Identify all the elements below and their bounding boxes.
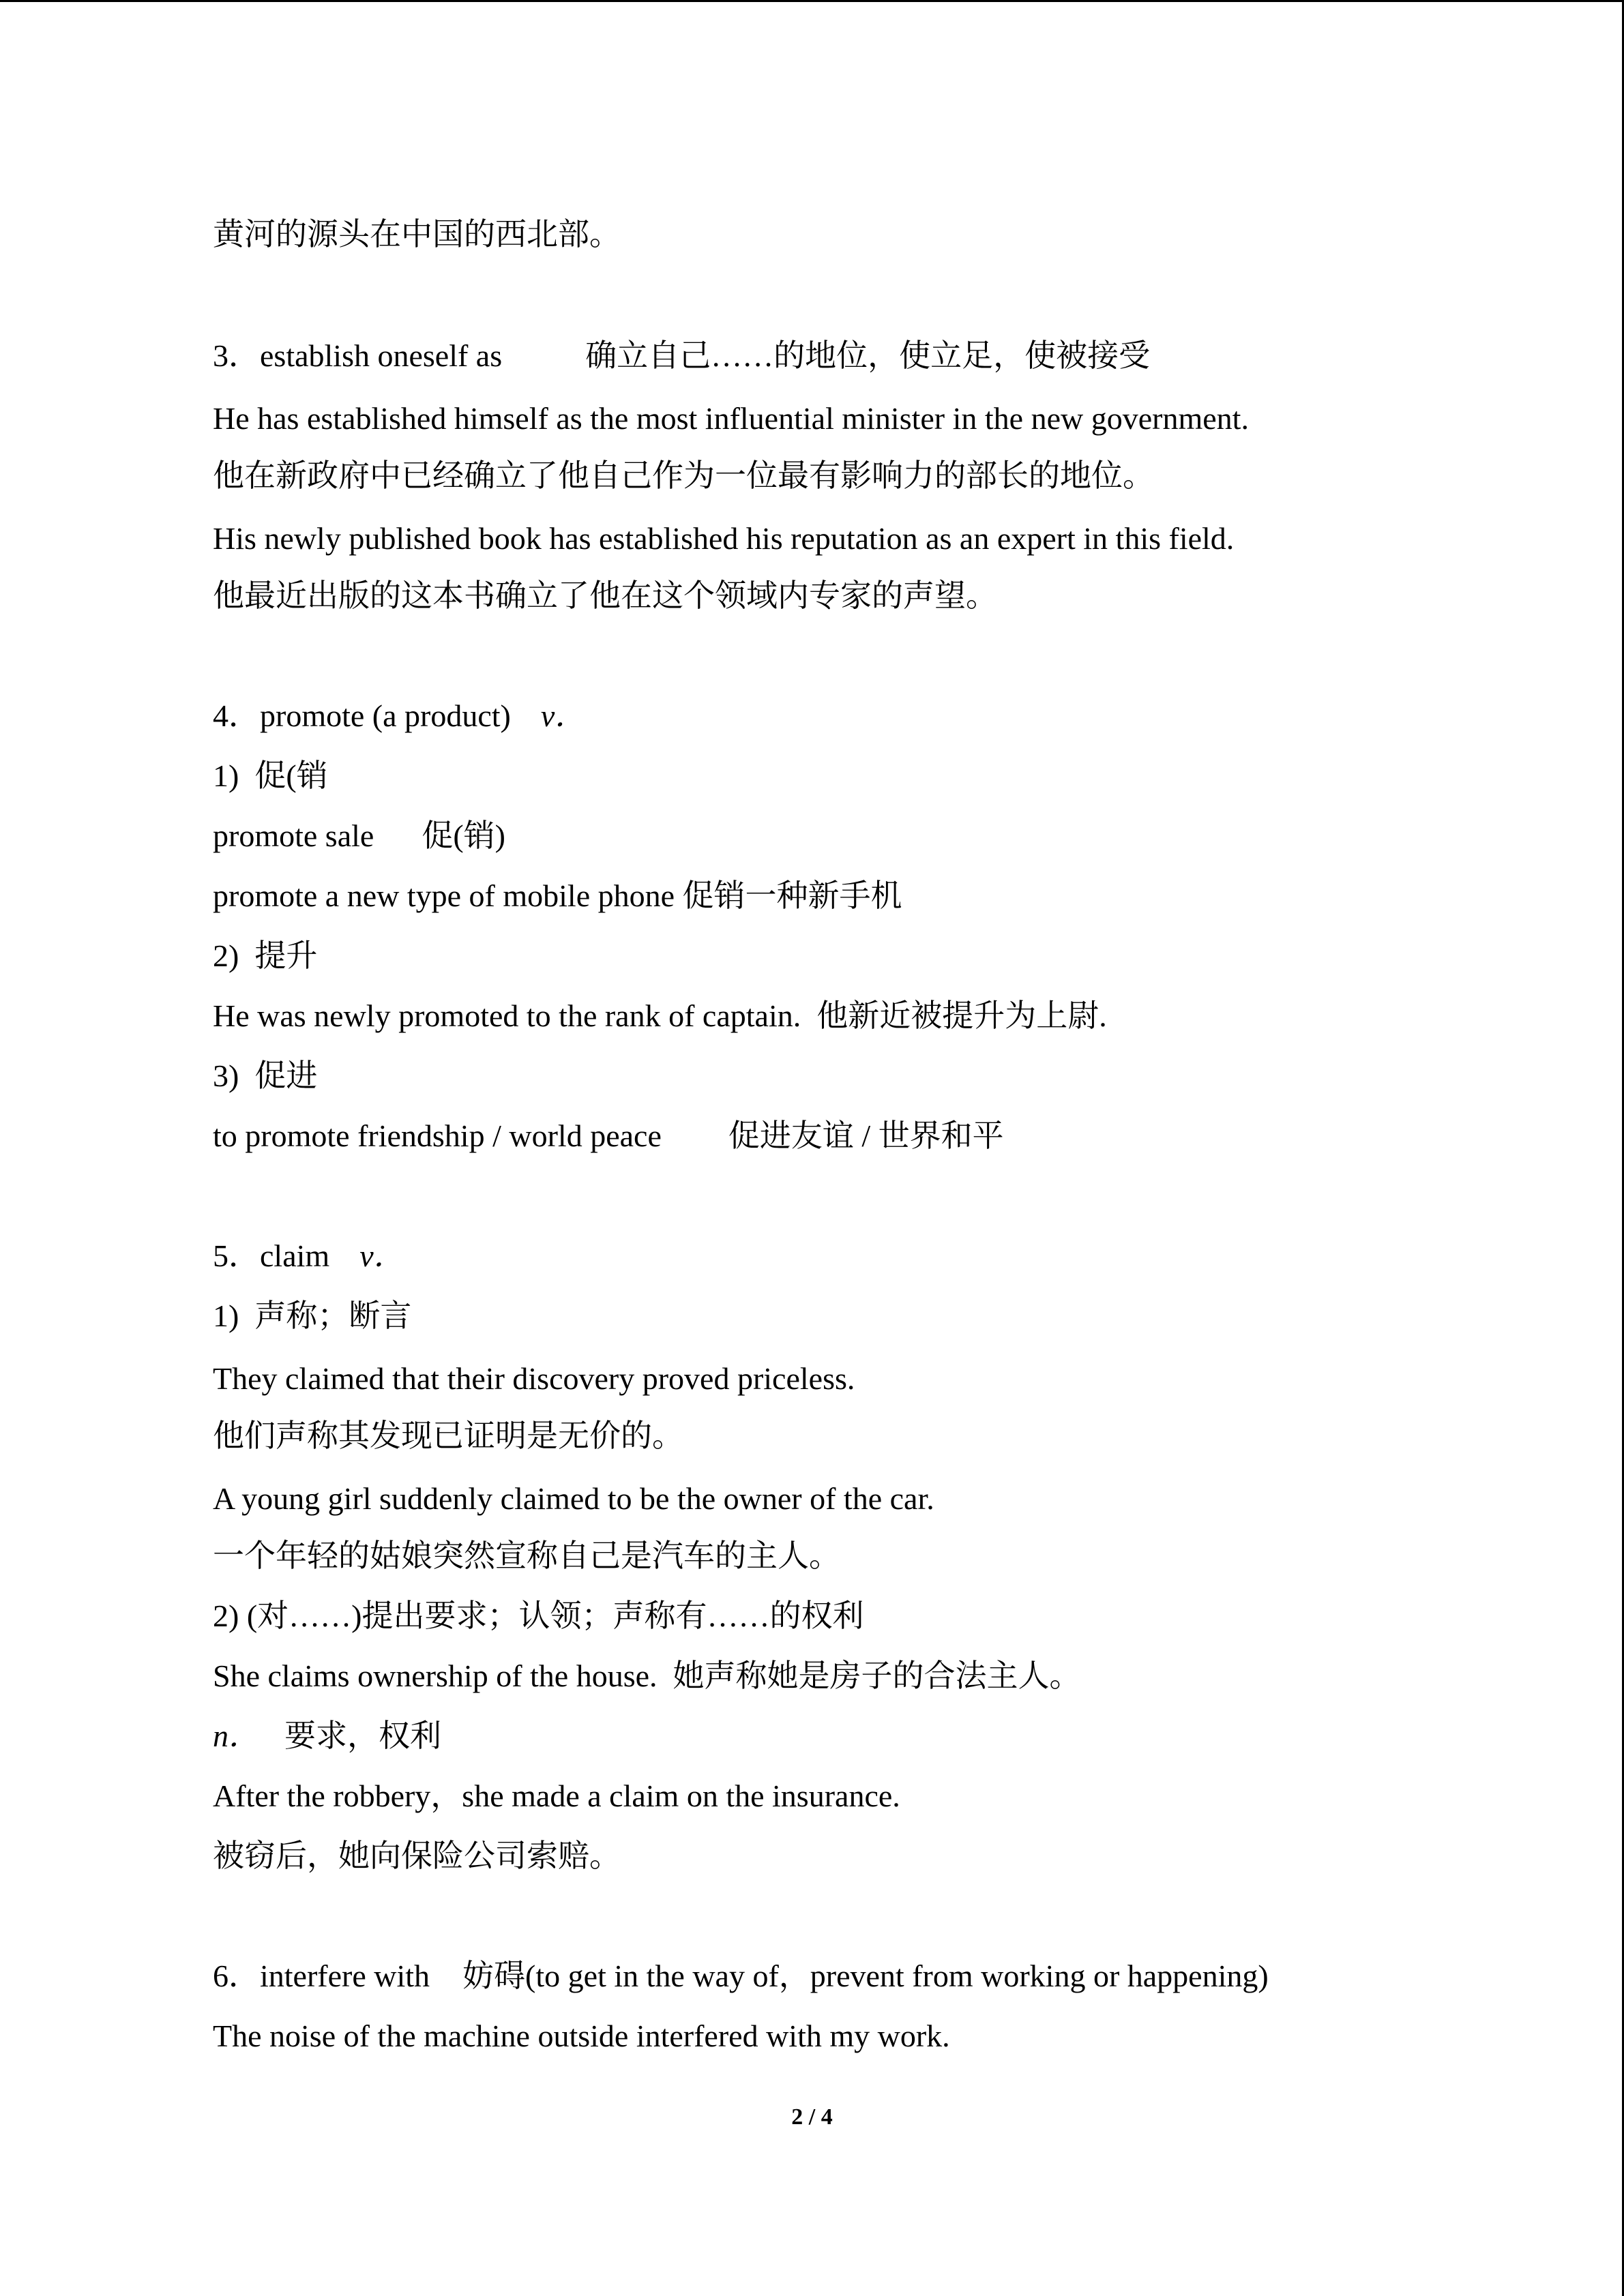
example-line: promote a new type of mobile phone 促销一种新手机 [213, 878, 902, 913]
sense-label: 2) 提升 [213, 938, 318, 973]
entry-3-heading [213, 337, 1150, 375]
entry-4-pos: v． [540, 698, 587, 733]
page-number: 2 / 4 [791, 2104, 833, 2130]
example-zh: 一个年轻的姑娘突然宣称自己是汽车的主人。 [213, 1538, 840, 1573]
entry-6-term: 6．interfere with [213, 1958, 430, 1993]
entry-3-meaning: 确立自己……的地位，使立足，使被接受 [585, 338, 1151, 373]
noun-pos: n． [213, 1718, 260, 1753]
entry-4-term: 4．promote (a product) [213, 698, 511, 733]
example-en: He has established himself as the most influential minister in the new government. [213, 401, 1249, 436]
entry-3-term: 3．establish oneself as [213, 338, 503, 373]
example-en: to promote friendship / world peace [213, 1118, 662, 1153]
sense-label: 1) 促(销 [213, 758, 328, 793]
example-en: They claimed that their discovery proved priceless. [213, 1361, 855, 1396]
example-zh: 他最近出版的这本书确立了他在这个领域内专家的声望。 [213, 578, 997, 613]
noun-sense [213, 1717, 441, 1755]
entry-5-term: 5．claim [213, 1238, 330, 1273]
entry-4-heading [213, 697, 586, 735]
example-line: She claims ownership of the house. 她声称她是房子的合法主人。 [213, 1658, 1081, 1693]
text-line: 黄河的源头在中国的西北部。 [213, 217, 621, 252]
sense-label: 2) (对……)提出要求；认领；声称有……的权利 [213, 1598, 864, 1633]
example-line: He was newly promoted to the rank of captain. 他新近被提升为上尉. [213, 998, 1107, 1033]
example-zh: 促进友谊 / 世界和平 [728, 1118, 1004, 1153]
example-zh: 被窃后，她向保险公司索赔。 [213, 1838, 621, 1873]
noun-meaning: 要求，权利 [284, 1718, 441, 1753]
entry-5-pos: v． [359, 1238, 405, 1273]
sense-label: 1) 声称；断言 [213, 1298, 412, 1333]
example-en: After the robbery，she made a claim on the insurance. [213, 1778, 900, 1813]
example-en: promote sale [213, 818, 374, 853]
example-en: His newly published book has established his reputation as an expert in this field. [213, 521, 1235, 556]
entry-6-heading [213, 1957, 1269, 1995]
example-line [213, 1117, 1004, 1155]
entry-5-heading [213, 1237, 405, 1275]
sense-label: 3) 促进 [213, 1058, 318, 1093]
example-en: A young girl suddenly claimed to be the owner of the car. [213, 1481, 934, 1516]
example-zh: 他们声称其发现已证明是无价的。 [213, 1418, 683, 1453]
example-zh: 促(销) [422, 818, 505, 853]
example-en: The noise of the machine outside interfered with my work. [213, 2018, 950, 2053]
entry-6-meaning: 妨碍(to get in the way of，prevent from working or happening) [462, 1958, 1269, 1993]
example-zh: 他在新政府中已经确立了他自己作为一位最有影响力的部长的地位。 [213, 458, 1154, 493]
example-line [213, 817, 505, 855]
